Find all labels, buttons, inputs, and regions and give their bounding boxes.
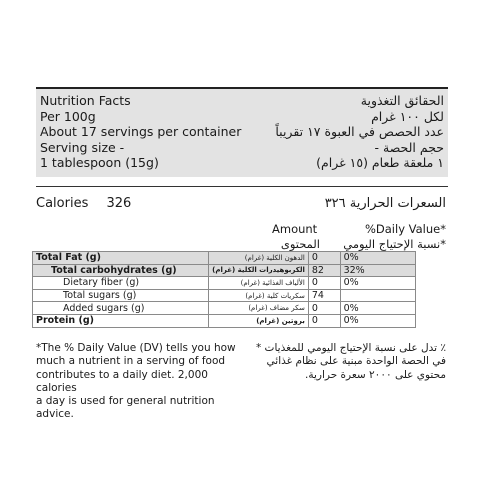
nutrient-name: Added sugars (g) (33, 302, 209, 315)
title-ar: الحقائق التغذوية (360, 93, 444, 108)
footnote-en-line: a day is used for general nutrition advice. (36, 395, 215, 421)
nutrient-name-ar: الدهون الكلية (غرام) (209, 252, 309, 265)
footnote-ar-line: في الحصة الواحدة مبنية على نظام غذائي (266, 355, 446, 368)
footnote-ar-line: محتوي على ٢٠٠٠ سعرة حرارية. (305, 368, 446, 381)
footnote-ar-line: ٪ تدل على نسبة الإحتياج اليومي للمغذيات * (255, 342, 446, 354)
nutrient-amount: 0 (308, 277, 340, 290)
nutrient-dv: 0% (340, 314, 415, 327)
nutrient-amount: 0 (308, 314, 340, 327)
per-ar: لكل ١٠٠ غرام (371, 108, 444, 124)
nutrient-name-ar: بروتين (غرام) (209, 314, 309, 327)
nutrient-name: Dietary fiber (g) (33, 277, 209, 290)
nutrient-name: Total Fat (g) (33, 252, 209, 265)
serving-size-en: Serving size - (40, 139, 125, 155)
dv-header-en: *Daily Value% (364, 222, 446, 236)
nutrient-name-ar: الكربوهيدرات الكلية (غرام) (209, 264, 309, 277)
nutrient-name: Total carbohydrates (g) (33, 264, 209, 277)
nutrient-name: Total sugars (g) (33, 289, 209, 302)
nutrient-dv: 0% (340, 252, 415, 265)
table-row (33, 277, 416, 290)
nutrient-amount: 82 (308, 264, 340, 277)
nutrient-name-ar: سكر مضاف (غرام) (209, 302, 309, 315)
nutrient-name-ar: الألياف الغذائية (غرام) (209, 277, 309, 290)
nutrient-dv: 0% (340, 302, 415, 315)
serving-size-ar: حجم الحصة - (374, 139, 444, 155)
nutrient-amount: 74 (308, 289, 340, 302)
per-en: Per 100g (40, 108, 96, 124)
table-row (33, 314, 416, 327)
footnote-ar (246, 342, 446, 382)
title-en: Nutrition Facts (40, 93, 131, 108)
dv-header-ar: *نسبة الإحتياج اليومي (343, 237, 446, 251)
footnote-en-line: much a nutrient in a serving of food (36, 355, 226, 368)
calories-ar: السعرات الحرارية ٣٢٦ (324, 196, 446, 211)
footnote-en-line: *The % Daily Value (DV) tells you how (36, 342, 236, 354)
servings-ar: عدد الحصص في العبوة ١٧ تقريباً (275, 124, 444, 139)
calories-label: Calories (36, 196, 89, 211)
serving-amount-en: 1 tablespoon (15g) (40, 155, 159, 170)
nutrient-name-ar: سكريات كلية (غرام) (209, 289, 309, 302)
servings-en: About 17 servings per container (40, 124, 242, 139)
footnote-en (36, 342, 246, 422)
table-row (33, 302, 416, 315)
nutrient-table (32, 251, 416, 328)
nutrient-dv (340, 289, 415, 302)
calories-en (36, 196, 131, 211)
serving-amount-ar: ١ ملعقة طعام (١٥ غرام) (316, 155, 444, 170)
calories-value: 326 (106, 196, 132, 211)
nutrient-amount: 0 (308, 252, 340, 265)
table-row (33, 289, 416, 302)
nutrient-dv: 0% (340, 277, 415, 290)
table-row (33, 252, 416, 265)
nutrient-name: Protein (g) (33, 314, 209, 327)
amount-header-en: Amount (272, 222, 318, 236)
divider (36, 186, 448, 187)
footnote-en-line: contributes to a daily diet. 2,000 calories (36, 368, 208, 394)
amount-header-ar: المحتوى (280, 237, 320, 251)
nutrient-amount: 0 (308, 302, 340, 315)
header-box (36, 87, 448, 177)
table-row (33, 264, 416, 277)
nutrient-dv: 32% (340, 264, 415, 277)
